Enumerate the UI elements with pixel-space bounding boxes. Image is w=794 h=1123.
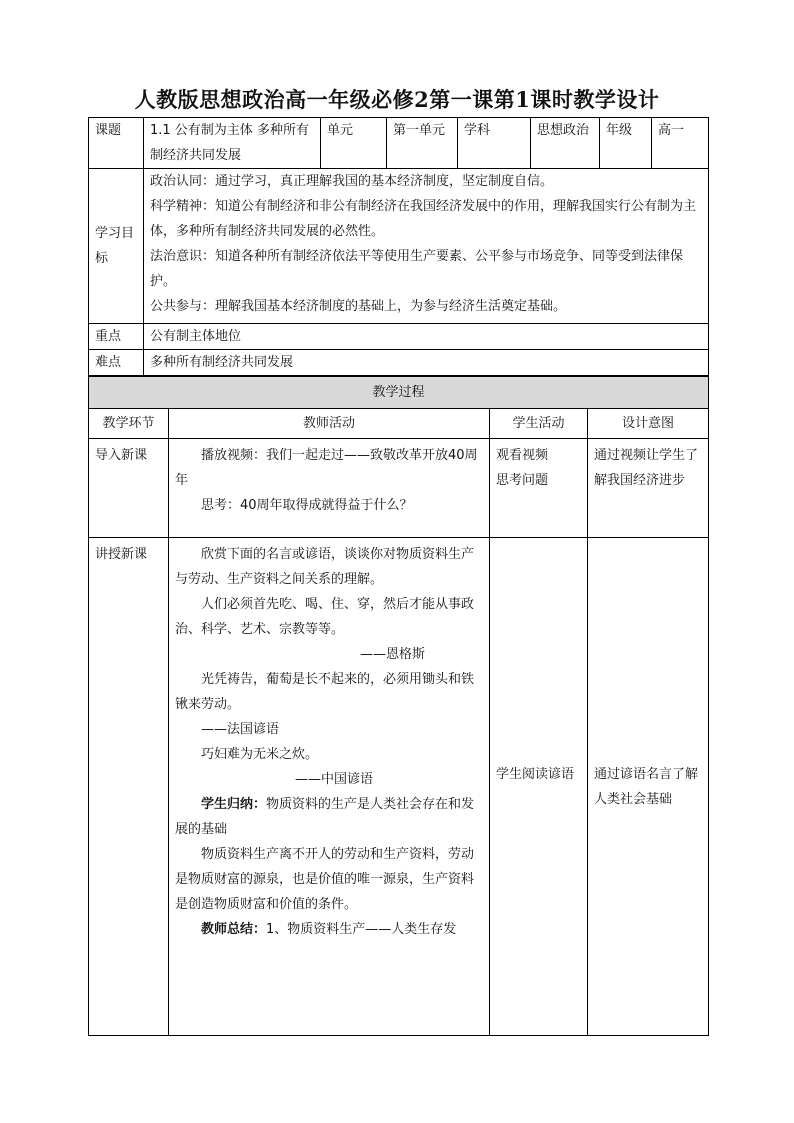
teacher-summary <box>175 917 483 942</box>
subject-value: 思想政治 <box>531 118 600 169</box>
lesson-info-table <box>88 117 709 376</box>
grade-label: 年级 <box>600 118 652 169</box>
student-summary <box>175 792 483 842</box>
quote-source: ——中国谚语 <box>294 772 373 787</box>
difficulty-value: 多种所有制经济共同发展 <box>144 350 709 376</box>
key-point-value: 公有制主体地位 <box>144 324 709 350</box>
quote: 光凭祷告，葡萄是长不起来的，必须用锄头和铁锹来劳动。 <box>175 672 475 712</box>
objective-item: 科学精神：知道公有制经济和非公有制经济在我国经济发展中的作用，理解我国实行公有制为主体，多种所有制经济共同发展的必然性。 <box>150 199 697 239</box>
column-header: 设计意图 <box>588 409 709 439</box>
teaching-process-table <box>88 376 709 1036</box>
teacher-summary-text: 1、物质资料生产——人类生存发 <box>266 922 457 937</box>
intro-teacher-activity <box>169 439 490 538</box>
objectives-label: 学习目标 <box>89 169 144 324</box>
intro-student-activity <box>490 439 588 538</box>
unit-label: 单元 <box>321 118 387 169</box>
intro-design-intent: 通过视频让学生了解我国经济进步 <box>588 439 709 538</box>
difficulty-label: 难点 <box>89 350 144 376</box>
objective-item: 公共参与：理解我国基本经济制度的基础上，为参与经济生活奠定基础。 <box>150 299 567 314</box>
student-summary-label: 学生归纳： <box>201 797 267 812</box>
lecture-student-activity: 学生阅读谚语 <box>490 538 588 1036</box>
intro-teacher-line: 思考：40周年取得成就得益于什么？ <box>201 498 413 513</box>
student-summary-text: 物质资料的生产是人类社会存在和发展的基础 <box>175 797 475 837</box>
topic-value: 1.1 公有制为主体 多种所有制经济共同发展 <box>144 118 321 169</box>
document-title: 人教版思想政治高一年级必修2第一课第1课时教学设计 <box>134 87 660 112</box>
objective-item: 法治意识：知道各种所有制经济依法平等使用生产要素、公平参与市场竞争、同等受到法律保护。 <box>150 249 684 289</box>
quote: 人们必须首先吃、喝、住、穿，然后才能从事政治、科学、艺术、宗教等等。 <box>175 597 475 637</box>
unit-value: 第一单元 <box>387 118 458 169</box>
lecture-paragraph: 物质资料生产离不开人的劳动和生产资料，劳动是物质财富的源泉，也是价值的唯一源泉，生产资料是创造物质财富和价值的条件。 <box>175 847 475 912</box>
quote: 巧妇难为无米之炊。 <box>201 747 319 762</box>
teacher-summary-label: 教师总结： <box>201 922 267 937</box>
intro-stage: 导入新课 <box>89 439 169 538</box>
objective-item: 政治认同：通过学习，真正理解我国的基本经济制度，坚定制度自信。 <box>150 174 554 189</box>
intro-teacher-line: 播放视频：我们一起走过——致敬改革开放40周年 <box>175 448 478 488</box>
intro-student-line: 思考问题 <box>496 473 549 488</box>
grade-value: 高一 <box>652 118 709 169</box>
objectives-content <box>144 169 709 324</box>
lecture-design-intent: 通过谚语名言了解人类社会基础 <box>588 538 709 1036</box>
quote-source: ——恩格斯 <box>359 647 425 662</box>
column-header: 教师活动 <box>169 409 490 439</box>
process-section-title: 教学过程 <box>89 377 709 409</box>
column-header: 教学环节 <box>89 409 169 439</box>
intro-student-line: 观看视频 <box>496 448 549 463</box>
subject-label: 学科 <box>458 118 531 169</box>
key-point-label: 重点 <box>89 324 144 350</box>
lecture-stage: 讲授新课 <box>89 538 169 1036</box>
lecture-teacher-activity <box>169 538 490 1036</box>
column-header: 学生活动 <box>490 409 588 439</box>
topic-label: 课题 <box>89 118 144 169</box>
quote-source: ——法国谚语 <box>201 722 280 737</box>
lecture-paragraph: 欣赏下面的名言或谚语，谈谈你对物质资料生产与劳动、生产资料之间关系的理解。 <box>175 547 475 587</box>
